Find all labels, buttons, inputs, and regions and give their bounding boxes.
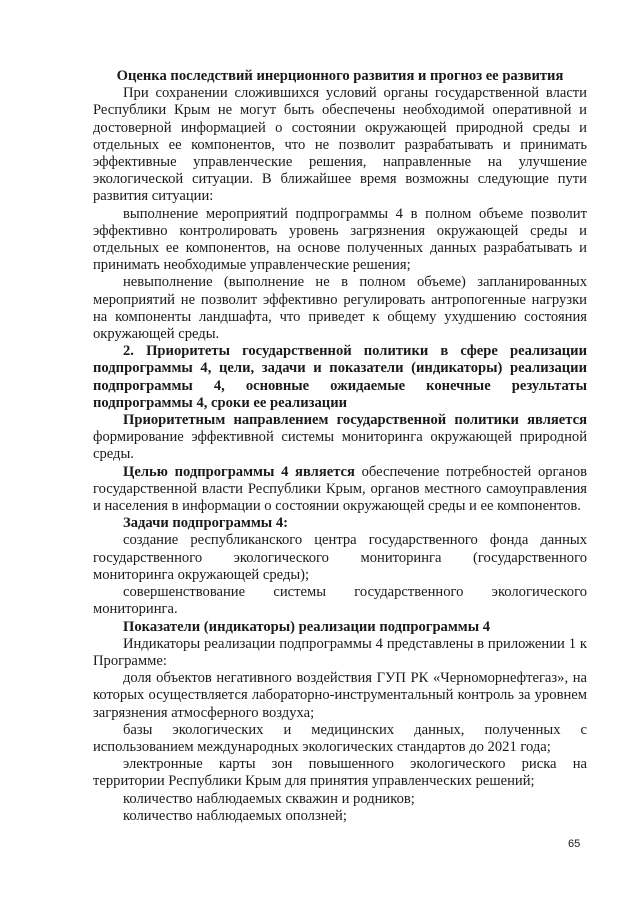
page-number: 65	[568, 838, 581, 850]
indicator-item: доля объектов негативного воздействия ГУП РК «Черноморнефтегаз», на которых осуществляется лабораторно-инструментальный контроль за уровнем загрязнения атмосферного воздуха;	[93, 670, 587, 721]
goal-label: Целью подпрограммы 4 является	[123, 463, 355, 480]
task-item: совершенствование системы государственного экологического мониторинга.	[93, 584, 587, 618]
section-title-priorities: 2. Приоритеты государственной политики в сфере реализации подпрограммы 4, цели, задачи и показатели (индикаторы) реализации подпрограммы 4, основные ожидаемые конечные результаты подпрограммы 4, сроки ее реализации	[93, 343, 587, 411]
priority-text: формирование эффективной системы мониторинга окружающей природной среды.	[93, 429, 587, 463]
task-item: создание республиканского центра государственного фонда данных государственного экологического мониторинга (государственного мониторинга окружающей среды);	[93, 532, 587, 583]
paragraph-inertial-conditions: При сохранении сложившихся условий органы государственной власти Республики Крым не могут быть обеспечены необходимой оперативной и достоверной информацией о состоянии окружающей природной среды и отдельных ее компонентов, что не позволит разрабатывать и принимать эффективные управленческие решения, направленные на улучшение экологической ситуации. В ближайшее время возможны следующие пути развития ситуации:	[93, 85, 587, 205]
indicators-title: Показатели (индикаторы) реализации подпрограммы 4	[123, 618, 491, 635]
document-page	[93, 68, 587, 825]
goal-text: обеспечение потребностей органов государственной власти Республики Крым, органов местного самоуправления и населения в информации о состоянии окружающей среды и ее компонентов.	[93, 463, 588, 515]
indicator-item: количество наблюдаемых оползней;	[123, 807, 347, 824]
paragraph-non-execution: невыполнение (выполнение не в полном объеме) запланированных мероприятий не позволит эффективно регулировать антропогенные нагрузки на компоненты ландшафта, что приведет к общему ухудшению состояния окружающей среды.	[93, 274, 587, 343]
indicator-item: базы экологических и медицинских данных, полученных с использованием международных экологических стандартов до 2021 года;	[93, 721, 587, 755]
priority-label: Приоритетным направлением государственной политики является	[123, 412, 587, 429]
indicator-item: количество наблюдаемых скважин и родников;	[123, 790, 415, 807]
indicators-intro: Индикаторы реализации подпрограммы 4 представлены в приложении 1 к Программе:	[93, 635, 587, 669]
section-title-forecast: Оценка последствий инерционного развития и прогноз ее развития	[116, 68, 564, 84]
indicator-item: электронные карты зон повышенного экологического риска на территории Республики Крым для принятия управленческих решений;	[93, 756, 587, 790]
paragraph-priority	[93, 412, 587, 464]
paragraph-full-execution: выполнение мероприятий подпрограммы 4 в полном объеме позволит эффективно контролировать уровень загрязнения окружающей среды и отдельных ее компонентов, на основе полученных данных разрабатывать и принимать необходимые управленческие решения;	[93, 205, 587, 274]
tasks-title: Задачи подпрограммы 4:	[123, 515, 288, 532]
paragraph-goal	[93, 464, 587, 516]
